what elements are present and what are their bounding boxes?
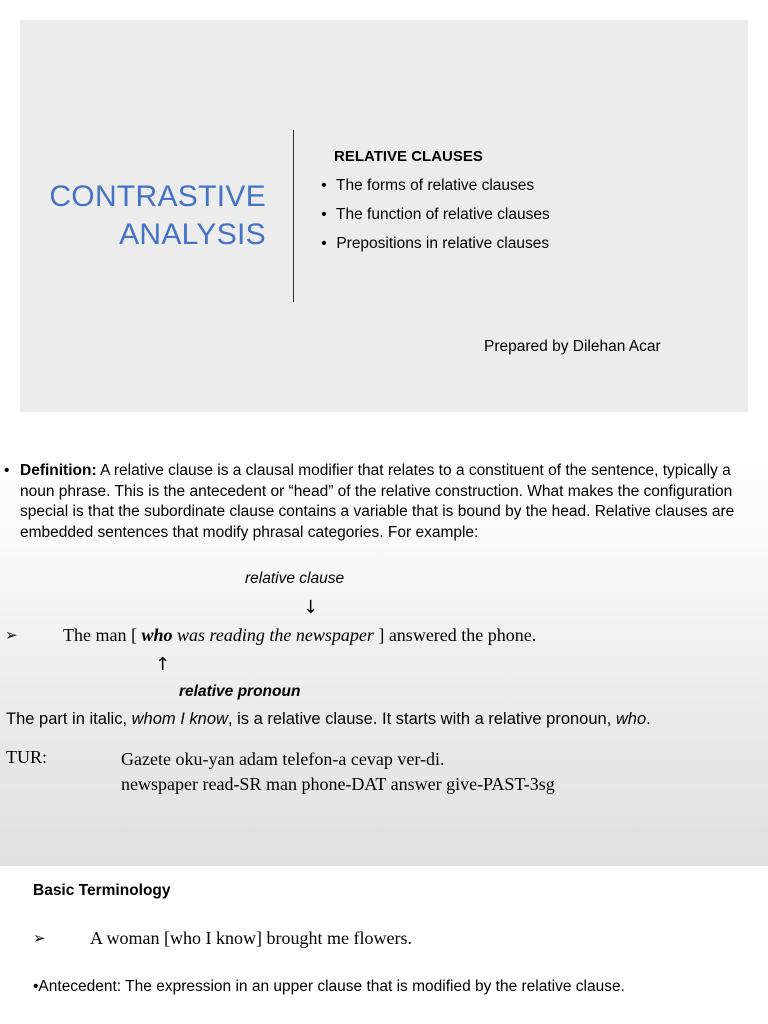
relative-clause: was reading the newspaper	[172, 625, 374, 645]
definition-slide: • Definition: A relative clause is a clausal modifier that relates to a constituent of the sentence, typically a noun phrase. This is the antecedent or “head” of the relative construction. What makes the configuration special is that the subordinate clause contains a variable that is bound by the head. Relative clauses are embedded sentences that modify phrasal categories. For example: relative clause ↓ ➢ The man [ who was reading the newspaper ] answered the phone. ↑ relative pronoun The part in italic, whom I know, is a relative clause. It starts with a relative pronoun, who. TUR: Gazete oku-yan adam telefon-a cevap ver-di. newspaper read-SR man phone-DAT answer give-PAST-3sg	[0, 432, 768, 866]
relative-pronoun: who	[141, 625, 173, 645]
terminology-heading: Basic Terminology	[33, 882, 171, 899]
turkish-gloss	[121, 747, 555, 797]
title-line-2: ANALYSIS	[119, 218, 266, 251]
arrowhead-bullet-icon: ➢	[33, 929, 46, 947]
topic-item: • The function of relative clauses	[316, 203, 550, 232]
terminology-slide: Basic Terminology ➢ A woman [who I know] brought me flowers. •Antecedent: The expression in an upper clause that is modified by the relative clause.	[0, 866, 768, 1024]
relative-pronoun-label: relative pronoun	[179, 683, 301, 700]
title-slide	[20, 20, 748, 412]
bullet-icon: •	[321, 235, 327, 252]
turkish-gloss-line: newspaper read-SR man phone-DAT answer give-PAST-3sg	[121, 774, 555, 794]
arrowhead-bullet-icon: ➢	[5, 626, 18, 644]
topic-list	[316, 174, 550, 261]
topic-item: • Prepositions in relative clauses	[316, 232, 550, 261]
definition-text: A relative clause is a clausal modifier that relates to a constituent of the sentence, typically a noun phrase. This is the antecedent or “head” of the relative construction. What makes the configuration special is that the subordinate clause contains a variable that is bound by the head. Relative clauses are embedded sentences that modify phrasal categories. For example:	[20, 462, 735, 541]
bullet-icon: •	[4, 462, 10, 479]
author-credit: Prepared by Dilehan Acar	[484, 338, 661, 355]
bullet-icon: •	[321, 177, 327, 194]
title-line-1: CONTRASTIVE	[49, 180, 266, 213]
arrow-up-icon: ↑	[155, 654, 171, 675]
topic-item: • The forms of relative clauses	[316, 174, 550, 203]
arrow-down-icon: ↓	[303, 597, 319, 618]
bullet-icon: •	[321, 206, 327, 223]
antecedent-definition: •Antecedent: The expression in an upper clause that is modified by the relative clause.	[33, 978, 625, 995]
definition-label: Definition:	[20, 462, 97, 479]
relative-clause-label: relative clause	[245, 570, 345, 587]
definition-paragraph	[4, 461, 760, 543]
turkish-sentence: Gazete oku-yan adam telefon-a cevap ver-di.	[121, 749, 445, 769]
slide-title	[49, 178, 266, 254]
topic-heading: RELATIVE CLAUSES	[334, 148, 483, 165]
italic-explanation: The part in italic, whom I know, is a relative clause. It starts with a relative pronoun, who.	[6, 710, 651, 728]
tur-label: TUR:	[6, 747, 48, 767]
vertical-divider	[293, 130, 294, 302]
